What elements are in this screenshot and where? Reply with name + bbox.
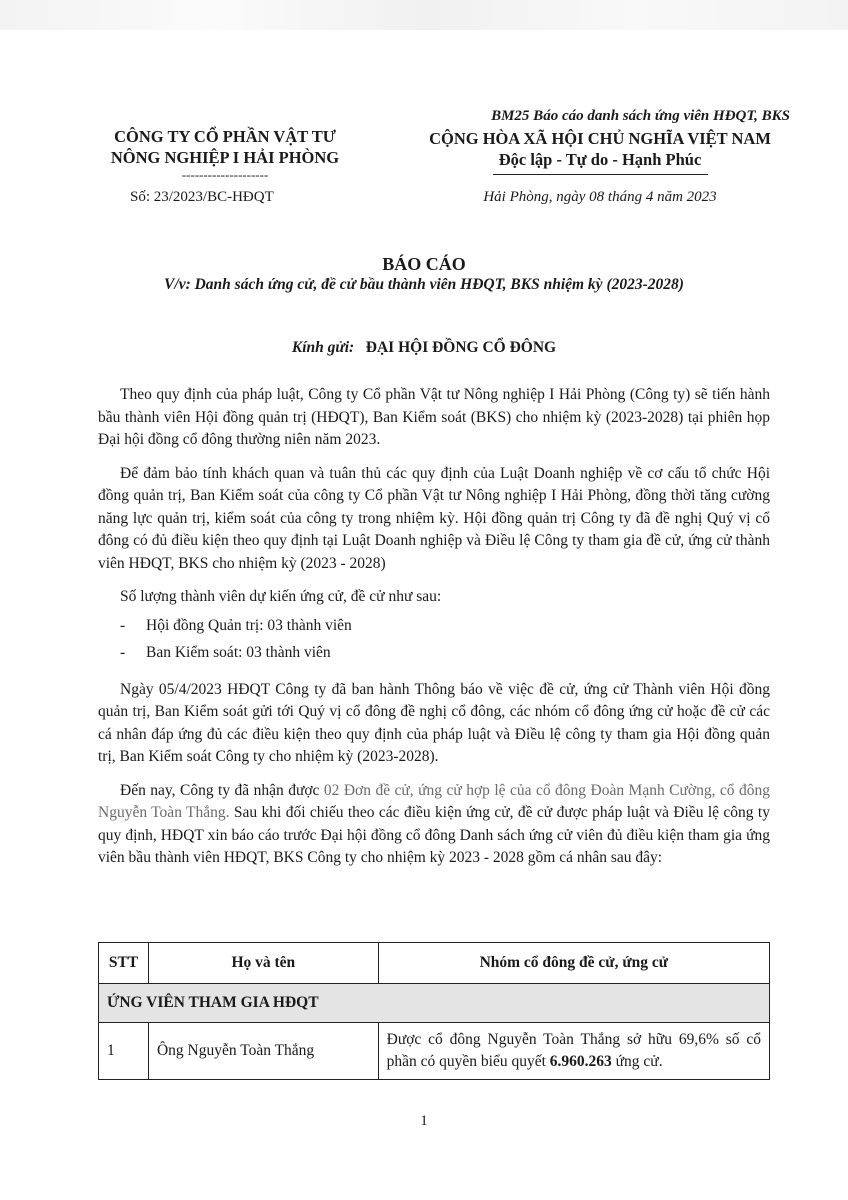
paragraph-1: Theo quy định của pháp luật, Công ty Cổ phần Vật tư Nông nghiệp I Hải Phòng (Công ty) sẽ tiến hành bầu thành viên Hội đồng quản trị (HĐQT), Ban Kiểm soát (BKS) cho nhiệm kỳ (2023-2028) tại phiên họp Đại hội đồng cổ đông thường niên năm 2023. bbox=[98, 386, 770, 448]
candidate-table bbox=[98, 942, 770, 1080]
company-heading bbox=[80, 126, 370, 182]
bullet-text: Hội đồng Quản trị: 03 thành viên bbox=[146, 616, 352, 634]
report-title: BÁO CÁO bbox=[382, 254, 466, 274]
bullet-mark: - bbox=[120, 644, 126, 661]
document-date: Hải Phòng, ngày 08 tháng 4 năm 2023 bbox=[483, 189, 717, 205]
row-stt: 1 bbox=[99, 1023, 149, 1080]
nation-motto: Độc lập - Tự do - Hạnh Phúc bbox=[498, 150, 702, 169]
paragraph-2: Để đảm bảo tính khách quan và tuân thủ các quy định của Luật Doanh nghiệp về cơ cấu tổ chức Hội đồng quản trị, Ban Kiểm soát của công ty Cổ phần Vật tư Nông nghiệp I Hải Phòng, đồng thời tăng cường năng lực quản trị, kiểm soát của công ty trong nhiệm kỳ. Hội đồng quản trị Công ty đã đề nghị Quý vị cổ đông có đủ điều kiện theo quy định tại Luật Doanh nghiệp và Điều lệ Công ty tham gia đề cử, ứng cử thành viên HĐQT, BKS cho nhiệm kỳ (2023 - 2028) bbox=[98, 464, 770, 572]
bullet-item bbox=[98, 642, 770, 665]
report-body bbox=[98, 384, 770, 881]
document-number: Số: 23/2023/BC-HĐQT bbox=[130, 189, 274, 205]
scan-artifact-strip bbox=[0, 0, 848, 30]
header-group: Nhóm cổ đông đề cử, ứng cử bbox=[378, 943, 769, 984]
header-name: Họ và tên bbox=[148, 943, 378, 984]
paragraph-4: Ngày 05/4/2023 HĐQT Công ty đã ban hành Thông báo về việc đề cử, ứng cử Thành viên Hội đồng quản trị, Ban Kiểm soát gửi tới Quý vị cổ đông đề nghị cổ đông, các nhóm cổ đông ứng cử hoặc đề cử các cá nhân đáp ứng đủ các điều kiện theo quy định của pháp luật và Điều lệ công ty tham gia Hội đồng quản trị, Ban Kiểm soát Công ty cho nhiệm kỳ (2023-2028). bbox=[98, 680, 770, 765]
table-header-row bbox=[99, 943, 770, 984]
company-name-line2: NÔNG NGHIỆP I HẢI PHÒNG bbox=[110, 148, 340, 167]
table-row bbox=[99, 1023, 770, 1080]
row-name: Ông Nguyễn Toàn Thắng bbox=[148, 1023, 378, 1080]
bullet-item bbox=[98, 615, 770, 638]
recipient-name: ĐẠI HỘI ĐỒNG CỔ ĐÔNG bbox=[365, 339, 557, 356]
form-note: BM25 Báo cáo danh sách ứng viên HĐQT, BKS bbox=[491, 108, 790, 124]
row-description-end: ứng cử. bbox=[611, 1053, 663, 1070]
page-number: 1 bbox=[420, 1113, 428, 1129]
motto-underline bbox=[493, 174, 708, 175]
row-description-text: Được cổ đông Nguyễn Toàn Thắng sở hữu 69,6% số cổ phần có quyền biểu quyết bbox=[386, 1031, 761, 1070]
paragraph-5-end: Sau khi đối chiếu theo các điều kiện ứng cử, đề cử được pháp luật và Điều lệ công ty quy định, HĐQT xin báo cáo trước Đại hội đồng cổ đông Danh sách ứng cử viên đủ điều kiện tham gia ứng viên bầu thành viên HĐQT, BKS Công ty cho nhiệm kỳ 2023 - 2028 gồm cá nhân sau đây: bbox=[98, 804, 770, 866]
row-description bbox=[378, 1023, 769, 1080]
paragraph-5 bbox=[98, 780, 770, 870]
nation-name: CỘNG HÒA XÃ HỘI CHỦ NGHĨA VIỆT NAM bbox=[429, 129, 771, 148]
bullet-text: Ban Kiểm soát: 03 thành viên bbox=[146, 644, 331, 661]
report-subtitle: V/v: Danh sách ứng cử, đề cử bầu thành viên HĐQT, BKS nhiệm kỳ (2023-2028) bbox=[164, 276, 684, 293]
header-stt: STT bbox=[99, 943, 149, 984]
paragraph-5-applications: 02 Đơn đề cử, ứng cử hợp lệ của cổ đông Đoàn Mạnh Cường, cổ đông Nguyễn Toàn Thắng. bbox=[98, 781, 771, 821]
heading-separator: -------------------- bbox=[181, 167, 269, 182]
recipient-label: Kính gửi: bbox=[291, 339, 355, 356]
national-heading bbox=[395, 128, 805, 175]
paragraph-3: Số lượng thành viên dự kiến ứng cử, đề cử như sau: bbox=[120, 588, 442, 605]
recipient-line bbox=[0, 339, 848, 357]
row-share-count: 6.960.263 bbox=[549, 1053, 612, 1070]
group-label: ỨNG VIÊN THAM GIA HĐQT bbox=[99, 984, 770, 1023]
company-name-line1: CÔNG TY CỔ PHẦN VẬT TƯ bbox=[114, 127, 336, 146]
paragraph-5-start: Đến nay, Công ty đã nhận được bbox=[120, 781, 324, 799]
bullet-mark: - bbox=[120, 616, 126, 634]
table-group-row bbox=[99, 984, 770, 1023]
